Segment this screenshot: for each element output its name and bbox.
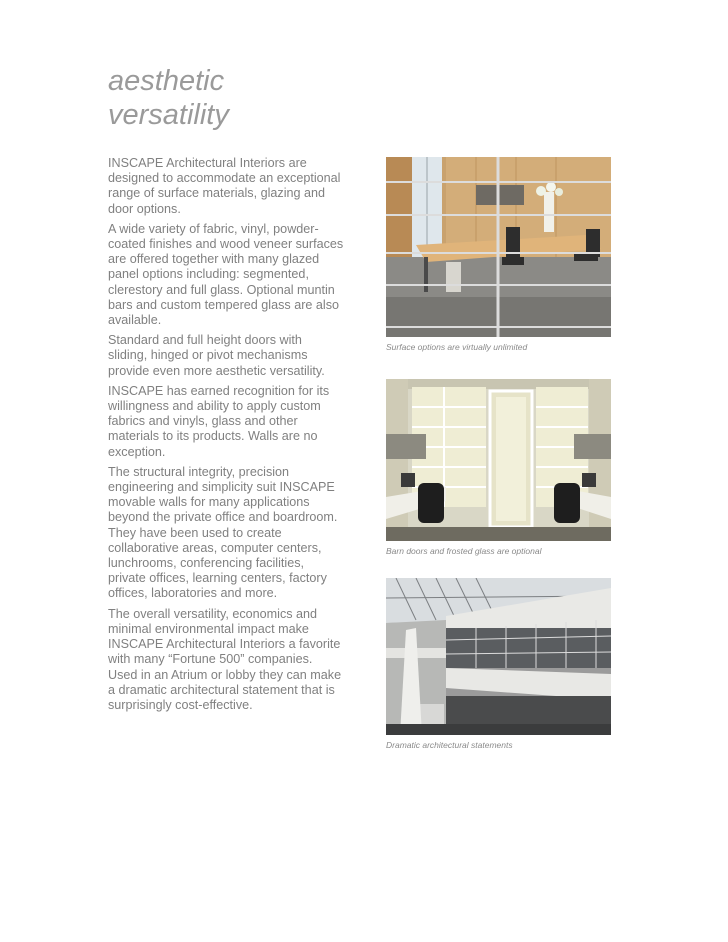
- figure-atrium: [386, 578, 611, 751]
- page-title: [108, 64, 229, 132]
- paragraph-applications: The structural integrity, precision engineering and simplicity suit INSCAPE movable walls for many applications beyond the private office and boardroom. They have been used to create collaborative areas, computer centers, lunchrooms, conferencing facilities, private offices, learning centers, factory offices, laboratories and more.: [108, 464, 338, 601]
- paragraph-versatility: The overall versatility, economics and minimal environmental impact make INSCAPE Architectural Interiors a favorite with many “Fortune 500” companies. Used in an Atrium or lobby they can make a dramatic architectural statement that is surprisingly cost-effective.: [108, 606, 342, 712]
- workstations-photo: [386, 379, 611, 541]
- figure-office-caption: Surface options are virtually unlimited: [386, 342, 528, 352]
- figure-atrium-caption: Dramatic architectural statements: [386, 740, 513, 750]
- title-line-2: versatility: [108, 99, 229, 131]
- paragraph-custom-materials: INSCAPE has earned recognition for its willingness and ability to apply custom fabrics and vinyls, glass and other materials to its products. Walls are no exception.: [108, 383, 330, 459]
- paragraph-surfaces: A wide variety of fabric, vinyl, powder-coated finishes and wood veneer surfaces are offered together with many glazed panel options including: segmented, clerestory and full glass. Optional muntin bars and custom tempered glass are also available.: [108, 221, 344, 328]
- body-text: [108, 156, 344, 718]
- atrium-photo: [386, 578, 611, 735]
- paragraph-doors: Standard and full height doors with sliding, hinged or pivot mechanisms provide even more aesthetic versatility.: [108, 333, 325, 378]
- title-line-1: aesthetic: [108, 65, 225, 97]
- figure-workstations-caption: Barn doors and frosted glass are optional: [386, 546, 542, 556]
- figure-office: [386, 157, 611, 353]
- paragraph-intro: INSCAPE Architectural Interiors are designed to accommodate an exceptional range of surface materials, glazing and door options.: [108, 156, 341, 216]
- figure-workstations: [386, 379, 611, 557]
- office-photo: [386, 157, 611, 337]
